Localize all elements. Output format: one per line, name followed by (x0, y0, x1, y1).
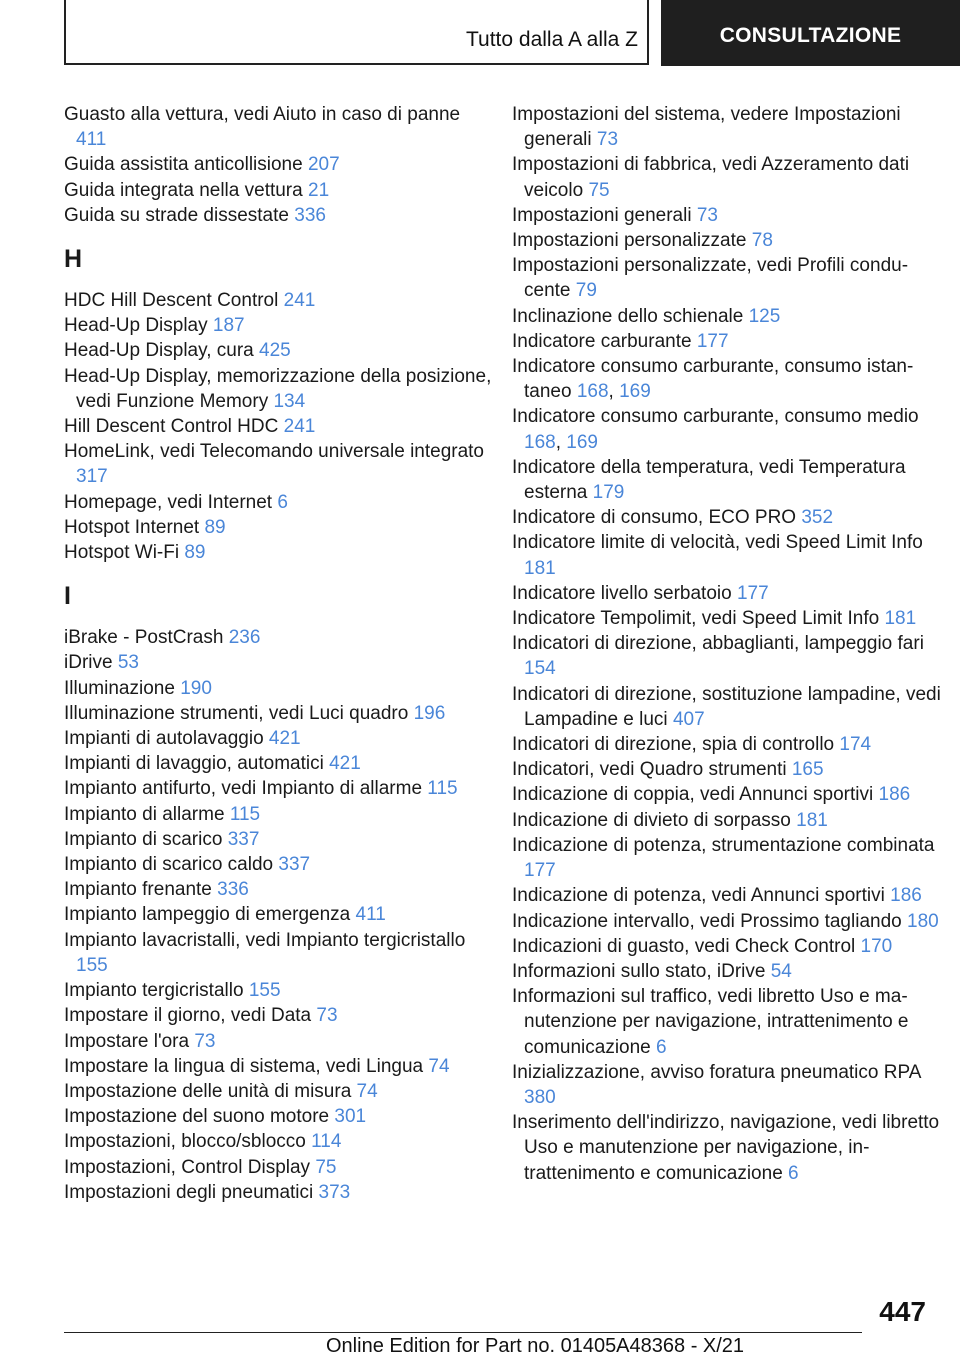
index-entry (512, 1060, 942, 1110)
page-link[interactable]: 411 (355, 904, 386, 926)
index-entry (512, 455, 942, 505)
page-link[interactable]: 74 (356, 1080, 378, 1102)
page-number: 447 (879, 1296, 926, 1327)
index-entry (64, 1079, 494, 1104)
index-entry-text: Indicatore carburante (512, 330, 692, 352)
index-entry (64, 1155, 494, 1180)
index-entry-text: Informazioni sullo stato, iDrive (512, 960, 766, 982)
page-link[interactable]: 337 (227, 828, 260, 850)
index-entry-text: Indicatore della temperatura, vedi Temperatura esterna (512, 456, 906, 504)
page-link[interactable]: 89 (184, 542, 206, 564)
index-entry (64, 852, 494, 877)
page-link[interactable]: 336 (217, 879, 249, 901)
index-entry-text: Indicazione di potenza, strumentazione combinata (512, 834, 935, 856)
page-link[interactable]: 6 (788, 1162, 799, 1184)
index-entry (512, 808, 942, 833)
page-link[interactable]: 337 (278, 854, 311, 876)
page-link[interactable]: 73 (596, 129, 619, 151)
page-link[interactable]: 134 (273, 390, 306, 412)
index-entry-text: Impianto antifurto, vedi Impianto di allarme (64, 778, 423, 800)
index-entry (512, 530, 942, 580)
index-entry-text: Impostare l'ora (64, 1030, 190, 1052)
index-entry-text: Indicazione intervallo, vedi Prossimo tagliando (512, 910, 902, 932)
index-entry (512, 102, 942, 152)
index-entry-text: Indicatori di direzione, abbaglianti, lampeggio fari (512, 633, 924, 655)
page-link[interactable]: 6 (656, 1036, 667, 1058)
index-entry (64, 490, 494, 515)
page-link[interactable]: 236 (228, 627, 261, 649)
index-entry (64, 1180, 494, 1205)
index-entry-text: Indicatore livello serbatoio (512, 582, 732, 604)
header-rule-bottom (64, 63, 649, 65)
index-entry (512, 228, 942, 253)
page-link[interactable]: 301 (334, 1106, 367, 1128)
page-link[interactable]: 154 (524, 658, 556, 680)
index-entry (512, 606, 942, 631)
page-link[interactable]: 155 (248, 980, 281, 1002)
index-entry (64, 978, 494, 1003)
index-entry (512, 909, 942, 934)
page-link[interactable]: 373 (318, 1181, 351, 1203)
page-link[interactable]: 196 (413, 702, 446, 724)
index-entry-text: Impostazione del suono motore (64, 1106, 330, 1128)
index-entry-text: Guida integrata nella vettura (64, 179, 303, 201)
page-link[interactable]: 241 (283, 416, 316, 438)
index-entry (64, 776, 494, 801)
index-entry-text: Guasto alla vettura, vedi Aiuto in caso di panne (64, 104, 461, 125)
index-entry-text: Illuminazione strumenti, vedi Luci quadro (64, 702, 409, 724)
index-entry (64, 1029, 494, 1054)
index-entry (512, 959, 942, 984)
header-section-title: Tutto dalla A alla Z (466, 28, 638, 51)
page-link[interactable]: 168 (576, 381, 609, 403)
page-link[interactable]: 169 (566, 431, 598, 453)
page-link[interactable]: 165 (791, 759, 824, 781)
page-link[interactable]: 352 (801, 507, 834, 529)
page-link[interactable]: 73 (316, 1005, 338, 1027)
index-entry (64, 902, 494, 927)
page-link[interactable]: 181 (796, 809, 828, 831)
index-entry-text: Impianti di autolavaggio (64, 728, 264, 750)
index-entry-text: Indicatori di direzione, spia di controllo (512, 734, 835, 756)
index-entry (512, 152, 942, 202)
page-link[interactable]: 207 (307, 154, 340, 176)
index-entry-text: Impostazioni degli pneumatici (64, 1181, 314, 1203)
index-entry-text: Indicatore Tempolimit, vedi Speed Limit Info (512, 608, 880, 630)
index-entry: Indicatore consumo carburante, consumo istantaneo 168, 169 (512, 356, 914, 403)
index-entry-text: Impostazioni del sistema, vedere Impostazioni generali (512, 104, 901, 151)
index-entry (64, 178, 494, 203)
index-column-left (64, 102, 494, 1205)
index-entry (64, 102, 494, 152)
index-entry (64, 1054, 494, 1079)
index-entry (64, 751, 494, 776)
page-link[interactable]: 21 (308, 179, 330, 201)
index-letter-heading: I (64, 582, 71, 611)
header-chapter-label: CONSULTAZIONE (719, 24, 902, 47)
index-entry-text: Hotspot Wi-Fi (64, 542, 180, 564)
index-entry (64, 203, 494, 228)
index-entry-text: Indicatore consumo carburante, consumo istantaneo (512, 356, 914, 403)
index-entry-text: Informazioni sul traffico, vedi libretto Uso e manutenzione per navigazione, intrattenimento e comunicazione (512, 986, 909, 1058)
index-entry-text: iBrake - PostCrash (64, 627, 224, 649)
index-entry (64, 152, 494, 177)
page-link[interactable]: 180 (907, 910, 939, 932)
index-entry-text: Impianti di lavaggio, automatici (64, 753, 324, 775)
header-rule-divider (647, 0, 649, 64)
index-entry (64, 288, 494, 313)
index-entry (64, 439, 494, 489)
index-entry (64, 1129, 494, 1154)
index-entry-text: Impianto tergicristallo (64, 980, 244, 1002)
page-link[interactable]: 407 (672, 708, 705, 730)
page-link[interactable]: 317 (76, 466, 108, 488)
index-entry-text: HomeLink, vedi Telecomando universale integrato (64, 441, 485, 463)
page-link[interactable]: 53 (117, 652, 139, 674)
index-entry-text: Impostazioni, blocco/sblocco (64, 1131, 306, 1153)
page-link[interactable]: 186 (890, 885, 922, 907)
page-link[interactable]: 170 (860, 935, 893, 957)
index-entry-text: Inserimento dell'indirizzo, navigazione, vedi libretto Uso e manutenzione per navigazione, intrattenimento e comunicazione (512, 1112, 940, 1184)
index-entry-text: Head-Up Display (64, 315, 208, 337)
index-entry-text: iDrive (64, 652, 113, 674)
index-entry (512, 505, 942, 530)
page-link[interactable]: 74 (428, 1055, 450, 1077)
index-entry-text: Indicatore consumo carburante, consumo medio (512, 406, 919, 428)
index-entry-text: Head-Up Display, memorizzazione della posizione, vedi Funzione Memory (64, 365, 492, 412)
index-letter-heading: H (64, 245, 83, 274)
footer-rule (64, 1332, 862, 1333)
page-link[interactable]: 169 (619, 381, 651, 403)
index-entry-text: Impostazioni personalizzate, vedi Profili conducente (512, 255, 909, 302)
index-entry (512, 203, 942, 228)
index-entry (64, 827, 494, 852)
index-entry-text: Inclinazione dello schienale (512, 305, 744, 327)
index-entry-text: Head-Up Display, cura (64, 340, 254, 362)
index-entry (64, 802, 494, 827)
page-link[interactable]: 75 (588, 179, 610, 201)
index-entry (512, 631, 942, 681)
page-link[interactable]: 54 (770, 960, 792, 982)
index-entry (64, 701, 494, 726)
index-entry (64, 726, 494, 751)
index-entry (64, 650, 494, 675)
index-entry-text: Indicazione di divieto di sorpasso (512, 809, 791, 831)
index-entry-text: Indicazione di potenza, vedi Annunci sportivi (512, 885, 885, 907)
index-entry-text: Indicatore di consumo, ECO PRO (512, 507, 797, 529)
page-link[interactable]: 187 (212, 315, 245, 337)
index-entry-text: HDC Hill Descent Control (64, 290, 279, 312)
page-link[interactable]: 190 (180, 677, 212, 699)
page-link[interactable]: 6 (277, 491, 288, 513)
index-entry (512, 329, 942, 354)
index-entry-text: Impianto lavacristalli, vedi Impianto tergicristallo (64, 929, 466, 951)
index-entry (64, 928, 494, 978)
footer-edition: Online Edition for Part no. 01405A48368 - X/21 (326, 1335, 745, 1357)
page-link[interactable]: 155 (76, 954, 108, 976)
page-link[interactable]: 421 (329, 753, 361, 775)
page-link[interactable]: 174 (839, 734, 872, 756)
index-entry-text: Impostazioni, Control Display (64, 1156, 311, 1178)
index-entry (512, 682, 942, 732)
index-entry-text: Impianto di scarico caldo (64, 854, 274, 876)
index-entry (512, 782, 942, 807)
page-link[interactable]: 168 (524, 431, 556, 453)
page-link[interactable]: 241 (283, 290, 316, 312)
page-link[interactable]: 73 (696, 204, 718, 226)
index-entry (64, 1003, 494, 1028)
index-entry-text: Indicatore limite di velocità, vedi Speed Limit Info (512, 532, 923, 554)
header-rule-left (64, 0, 66, 64)
index-entry (64, 414, 494, 439)
index-entry (512, 581, 942, 606)
index-entry: Indicatore consumo carburante, consumo medio 168, 169 (512, 406, 919, 453)
index-entry (512, 833, 942, 883)
index-entry-text: Impostazioni di fabbrica, vedi Azzeramento dati veicolo (512, 154, 910, 201)
page-link[interactable]: 73 (194, 1030, 216, 1052)
index-entry-text: Inizializzazione, avviso foratura pneumatico RPA (512, 1061, 921, 1083)
index-entry-text: Illuminazione (64, 677, 175, 699)
index-entry (512, 984, 942, 1060)
page-link[interactable]: 181 (524, 557, 556, 579)
index-entry-text: Indicazioni di guasto, vedi Check Control (512, 935, 856, 957)
page-link[interactable]: 380 (524, 1086, 556, 1108)
page-link[interactable]: 115 (427, 778, 458, 800)
index-entry (64, 338, 494, 363)
page-link[interactable]: 181 (884, 608, 917, 630)
index-entry-text: Impostare la lingua di sistema, vedi Lingua (64, 1055, 424, 1077)
index-entry-text: Impostazioni personalizzate (512, 230, 747, 252)
index-entry (512, 732, 942, 757)
page-link[interactable]: 425 (259, 340, 291, 362)
index-entry-text: Homepage, vedi Internet (64, 491, 273, 513)
page-link[interactable]: 125 (748, 305, 781, 327)
index-entry-text: Impianto di scarico (64, 828, 223, 850)
page-link[interactable]: 114 (311, 1131, 342, 1153)
index-entry-text: Impianto lampeggio di emergenza (64, 904, 351, 926)
page-link[interactable]: 115 (229, 803, 261, 825)
index-entry (64, 364, 494, 414)
page-link[interactable]: 411 (76, 129, 107, 151)
index-entry-text: Impostazione delle unità di misura (64, 1080, 352, 1102)
page-link[interactable]: 78 (751, 230, 773, 252)
index-entry-text: Indicatori di direzione, sostituzione lampadine, vedi Lampadine e luci (512, 683, 941, 730)
index-entry (512, 253, 942, 303)
index-column-right (512, 102, 942, 1186)
index-entry-text: Impostare il giorno, vedi Data (64, 1005, 312, 1027)
header-chapter-tab[interactable] (661, 0, 960, 66)
page-link[interactable]: 179 (592, 482, 625, 504)
index-entry (512, 304, 942, 329)
index-entry-text: Hill Descent Control HDC (64, 416, 279, 438)
page-link[interactable]: 177 (524, 860, 556, 882)
page-link[interactable]: 79 (575, 280, 597, 302)
page-link[interactable]: 421 (268, 728, 301, 750)
index-entry (512, 1110, 942, 1186)
index-entry (64, 1104, 494, 1129)
index-entry-text: Indicazione di coppia, vedi Annunci sportivi (512, 784, 874, 806)
index-entry (64, 540, 494, 565)
index-entry-text: Guida su strade dissestate (64, 204, 289, 226)
page-link[interactable]: 75 (315, 1156, 337, 1178)
index-entry (64, 515, 494, 540)
index-entry-text: Impianto frenante (64, 879, 212, 901)
index-entry-text: Impianto di allarme (64, 803, 225, 825)
index-entry (512, 934, 942, 959)
index-entry-text: Impostazioni generali (512, 204, 692, 226)
index-entry (512, 883, 942, 908)
page-link[interactable]: 186 (878, 784, 911, 806)
index-entry (64, 313, 494, 338)
index-entry (512, 757, 942, 782)
page-link[interactable]: 177 (736, 582, 769, 604)
page-link[interactable]: 177 (696, 330, 729, 352)
index-entry (64, 625, 494, 650)
page-link[interactable]: 336 (294, 204, 326, 226)
index-entry-text: Hotspot Internet (64, 516, 200, 538)
index-entry (64, 676, 494, 701)
page-link[interactable]: 89 (204, 516, 226, 538)
index-entry (64, 877, 494, 902)
index-entry-text: Guida assistita anticollisione (64, 154, 303, 176)
index-entry-text: Indicatori, vedi Quadro strumenti (512, 759, 787, 781)
